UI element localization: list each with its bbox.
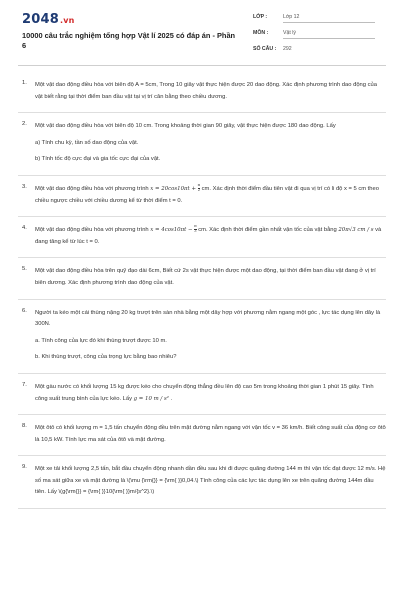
logo-domain: .vn xyxy=(59,16,75,25)
fraction-denominator: 3 xyxy=(194,229,197,234)
question-body xyxy=(35,225,386,248)
question-body xyxy=(35,308,386,364)
question-body xyxy=(35,382,386,405)
question-item xyxy=(18,300,386,374)
question-text: Một vật dao động điều hòa trên quỹ đạo dài 6cm, Biết cứ 2s vật thực hiện được một dao động, tại thời điểm ban đầu vật đang ở vị trí biên dương. Xác định phương trình dao động của vật. xyxy=(35,268,376,286)
meta-subject-value: Vật lý xyxy=(283,30,296,36)
question-text: cm. Xác định thời điểm gần nhất vận tốc của vật bằng xyxy=(196,227,337,234)
question-number: 3. xyxy=(22,183,27,190)
math-equation: x = 4cos10πt − xyxy=(150,227,195,234)
question-number: 5. xyxy=(22,266,27,273)
question-item xyxy=(18,80,386,113)
question-list xyxy=(0,80,400,509)
logo-number: 2048 xyxy=(22,12,59,27)
fraction-numerator: π xyxy=(197,183,201,188)
question-item xyxy=(18,374,386,415)
site-logo[interactable] xyxy=(22,12,75,27)
meta-count xyxy=(253,43,383,55)
fraction-denominator: 2 xyxy=(197,187,200,192)
question-body xyxy=(35,121,386,166)
meta-count-value: 292 xyxy=(283,46,292,52)
meta-class-value: Lớp 12 xyxy=(283,14,300,20)
question-text: Một ôtô có khối lượng m = 1,5 tấn chuyển động đều trên mặt đường nằm ngang với vận tốc v = 36 km/h. Biết công suất của động cơ ôtô là 10,5 kW. Tính lực ma sát của ôtô và mặt đường. xyxy=(35,425,386,443)
question-text: Một vật dao động điều hòa với phương trình xyxy=(35,185,149,192)
document-title: 10000 câu trắc nghiệm tổng hợp Vật lí 2025 có đáp án - Phần 6 xyxy=(22,31,236,50)
question-text: Một vật dao động điều hòa với phương trình xyxy=(35,227,149,234)
question-text: Một xe tải khối lượng 2,5 tấn, bắt đầu chuyển động nhanh dần đều sau khi đi được quãng đường 144 m thì vận tốc đạt được 12 m/s. Hệ số ma sát giữa xe và mặt đường là \(\mu {\rm{}} = {\rm{ }}0,04.\) Tính công của các lực tác dụng lên xe trên quãng đường 144m đầu tiên. Lấy \(g{\rm{}} = {\rm{ }}10{\rm{ }}m/{s^2}.\) xyxy=(35,466,386,496)
question-number: 1. xyxy=(22,80,27,86)
math-equation: x = 20cos10πt + xyxy=(150,185,198,192)
meta-subject-key: MÔN : xyxy=(253,30,269,36)
meta-class-key: LỚP : xyxy=(253,14,268,20)
question-item xyxy=(18,113,386,176)
question-subpart: a) Tính chu kỳ, tần số dao động của vật. xyxy=(35,139,139,146)
question-body xyxy=(35,184,386,207)
question-text: Người ta kéo một cái thùng nặng 20 kg trượt trên sàn nhà bằng một dây hợp với phương nằm ngang một góc , lực tác dụng lên dây là 300N. xyxy=(35,309,381,328)
question-item xyxy=(18,415,386,456)
header-divider xyxy=(18,65,386,66)
question-subpart: a. Tính công của lực đó khi thùng trượt được 10 m. xyxy=(35,337,167,344)
question-text: . xyxy=(168,395,173,402)
question-text: và đang tăng kể từ lúc t = 0. xyxy=(35,227,382,245)
question-text: Một gàu nước có khối lượng 15 kg được kéo cho chuyển động thẳng đều lên độ cao 5m trong khoảng thời gian 1 phút 15 giây. Tính công suất trung bình của lực kéo. Lấy xyxy=(35,383,374,402)
question-item xyxy=(18,217,386,258)
question-subpart: b. Khi thùng trượt, công của trọng lực bằng bao nhiêu? xyxy=(35,354,177,361)
question-number: 2. xyxy=(22,121,27,128)
question-number: 6. xyxy=(22,307,27,314)
question-number: 4. xyxy=(22,225,27,232)
meta-subject xyxy=(253,27,383,39)
math-equation: g = 10 m / s² xyxy=(133,395,169,402)
meta-divider xyxy=(283,22,375,23)
question-text: cm. Xác định thời điểm đầu tiên vật đi qua vị trí có li độ x = 5 cm theo chiều ngược chiều với chiều dương kể từ thời điểm t = 0. xyxy=(35,185,379,204)
question-number: 9. xyxy=(22,464,27,471)
question-item xyxy=(18,176,386,217)
question-number: 8. xyxy=(22,423,27,430)
meta-divider xyxy=(283,38,375,39)
page-header xyxy=(0,0,400,64)
question-subpart: b) Tính tốc độ cực đại và gia tốc cực đại của vật. xyxy=(35,156,161,163)
question-item xyxy=(18,456,386,509)
question-item xyxy=(18,258,386,299)
fraction-numerator: π xyxy=(194,224,197,229)
question-text: Một vật dao động điều hòa với biên độ A = 5cm, Trong 10 giây vật thực hiện được 20 dao động. Xác định phương trình dao động của vật biết rằng tại thời điểm ban đầu vật tại vị trí cân bằng theo chiều dương. xyxy=(35,82,377,100)
meta-class xyxy=(253,11,383,23)
question-text: Một vật dao động điều hòa với biên độ 10 cm. Trong khoảng thời gian 90 giây, vật thực hiện được 180 dao động. Lấy xyxy=(35,123,336,130)
math-equation: 20π√3 cm / s xyxy=(338,227,374,234)
meta-count-key: SỐ CÂU : xyxy=(253,46,277,52)
question-number: 7. xyxy=(22,381,27,388)
